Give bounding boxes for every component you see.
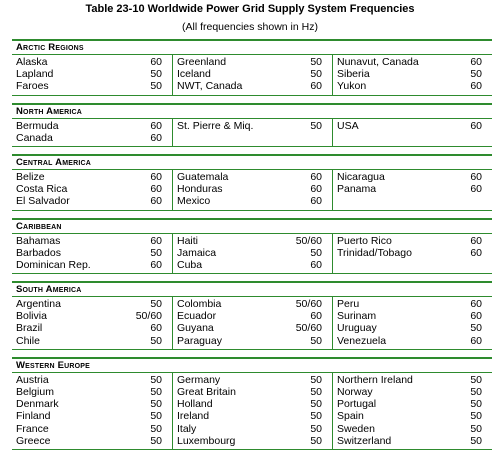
country-name: Holland	[177, 398, 213, 411]
table-row	[16, 132, 170, 144]
frequency-value: 50	[310, 334, 322, 347]
frequency-value: 50	[310, 434, 322, 447]
table-row	[16, 235, 170, 247]
country-name: USA	[337, 119, 359, 132]
country-name: Alaska	[16, 56, 48, 68]
table-row	[16, 183, 170, 195]
country-name: Puerto Rico	[337, 234, 392, 247]
table-row	[177, 423, 330, 435]
table-row	[16, 435, 170, 447]
country-name: Colombia	[177, 298, 222, 311]
region-column	[172, 119, 332, 146]
frequency-value: 60	[470, 56, 482, 68]
country-name: Canada	[16, 131, 53, 144]
country-name: Faroes	[16, 80, 49, 93]
table-row	[16, 195, 170, 207]
frequency-value: 50/60	[295, 322, 322, 335]
region-gap	[12, 274, 492, 281]
table-row	[177, 259, 330, 271]
country-name: Nunavut, Canada	[337, 56, 419, 68]
country-name: Argentina	[16, 298, 61, 311]
table-row	[16, 259, 170, 271]
region-header: Western Europe	[12, 359, 492, 373]
frequency-value: 60	[310, 170, 322, 183]
frequency-value: 50	[470, 322, 482, 335]
country-name: Ireland	[177, 410, 210, 423]
region-column	[12, 55, 172, 95]
table-row	[337, 322, 490, 334]
region-column	[172, 170, 332, 210]
country-name: Ecuador	[177, 310, 217, 323]
frequency-value: 50	[150, 68, 162, 81]
country-name: Austria	[16, 373, 49, 386]
table-row	[337, 183, 490, 195]
region-section	[12, 218, 492, 275]
frequency-value: 50	[310, 119, 322, 132]
table-row	[16, 310, 170, 322]
country-name: Paraguay	[177, 334, 222, 347]
table-row	[337, 247, 490, 259]
region-column	[12, 373, 172, 449]
frequency-value: 60	[470, 334, 482, 347]
country-name: Honduras	[177, 183, 223, 196]
region-gap	[12, 211, 492, 218]
region-section	[12, 281, 492, 350]
frequency-value: 50	[150, 373, 162, 386]
country-name: Trinidad/Tobago	[337, 246, 412, 259]
frequency-value: 60	[470, 310, 482, 323]
table-row	[177, 235, 330, 247]
country-name: Northern Ireland	[337, 373, 413, 386]
table-row	[16, 322, 170, 334]
frequency-value: 50/60	[135, 310, 162, 323]
table-row	[16, 410, 170, 422]
table-row	[337, 386, 490, 398]
country-name: Greece	[16, 434, 51, 447]
table-row	[177, 171, 330, 183]
frequency-value: 60	[150, 131, 162, 144]
frequency-value: 50	[310, 386, 322, 398]
frequency-value: 50	[150, 386, 162, 398]
table-row	[177, 247, 330, 259]
table-row	[177, 398, 330, 410]
country-name: Luxembourg	[177, 434, 236, 447]
frequency-value: 60	[150, 322, 162, 335]
country-name: Sweden	[337, 422, 375, 435]
country-name: Costa Rica	[16, 183, 68, 196]
table-row	[16, 171, 170, 183]
country-name: Mexico	[177, 195, 211, 208]
frequency-value: 60	[150, 234, 162, 247]
region-body	[12, 297, 492, 349]
country-name: El Salvador	[16, 195, 70, 208]
table-row	[177, 183, 330, 195]
country-name: Finland	[16, 410, 51, 423]
country-name: Surinam	[337, 310, 377, 323]
region-column	[12, 119, 172, 146]
table-row	[16, 335, 170, 347]
table-row	[337, 171, 490, 183]
table-row	[16, 56, 170, 68]
table-row	[16, 298, 170, 310]
region-column	[172, 234, 332, 274]
frequency-value: 50	[310, 373, 322, 386]
frequency-value: 50	[150, 410, 162, 423]
region-column	[172, 373, 332, 449]
frequency-value: 60	[470, 234, 482, 247]
country-name: Uruguay	[337, 322, 377, 335]
frequency-value: 50	[310, 68, 322, 81]
table-row	[16, 386, 170, 398]
country-name: Cuba	[177, 258, 203, 271]
table-row	[177, 435, 330, 447]
country-name: Belize	[16, 170, 45, 183]
table-row	[177, 310, 330, 322]
table-row	[337, 410, 490, 422]
table-row	[16, 120, 170, 132]
frequency-value: 60	[470, 298, 482, 311]
table-row	[177, 68, 330, 80]
country-name: Italy	[177, 422, 197, 435]
country-name: Panama	[337, 183, 377, 196]
table-row	[337, 298, 490, 310]
table-row	[177, 386, 330, 398]
frequency-value: 50	[150, 298, 162, 311]
country-name: Yukon	[337, 80, 367, 93]
region-body	[12, 234, 492, 274]
frequency-value: 50	[470, 68, 482, 81]
country-name: Greenland	[177, 56, 227, 68]
region-section	[12, 357, 492, 450]
frequency-value: 50	[150, 422, 162, 435]
country-name: Bolivia	[16, 310, 47, 323]
country-name: Bahamas	[16, 234, 61, 247]
table-row	[16, 80, 170, 92]
table-row	[16, 68, 170, 80]
table-row	[177, 195, 330, 207]
table-row	[337, 310, 490, 322]
region-section	[12, 39, 492, 96]
frequency-value: 50/60	[295, 234, 322, 247]
frequency-value: 50	[470, 422, 482, 435]
table-row	[16, 247, 170, 259]
frequency-table	[12, 39, 492, 450]
country-name: France	[16, 422, 49, 435]
frequency-value: 60	[150, 119, 162, 132]
country-name: Germany	[177, 373, 221, 386]
country-name: Spain	[337, 410, 364, 423]
frequency-value: 60	[310, 258, 322, 271]
table-row	[337, 235, 490, 247]
frequency-value: 50	[470, 373, 482, 386]
region-header: South America	[12, 283, 492, 297]
table-row	[337, 80, 490, 92]
region-section	[12, 103, 492, 147]
country-name: Peru	[337, 298, 360, 311]
country-name: Bermuda	[16, 119, 59, 132]
region-column	[332, 170, 492, 210]
table-row	[337, 56, 490, 68]
table-row	[177, 120, 330, 132]
country-name: Great Britain	[177, 386, 236, 398]
region-column	[332, 55, 492, 95]
frequency-value: 60	[150, 258, 162, 271]
region-header: North America	[12, 105, 492, 119]
frequency-value: 50	[470, 410, 482, 423]
country-name: Switzerland	[337, 434, 392, 447]
country-name: Chile	[16, 334, 40, 347]
region-column	[12, 170, 172, 210]
country-name: Barbados	[16, 246, 61, 259]
region-column	[12, 297, 172, 349]
table-row	[337, 398, 490, 410]
region-gap	[12, 147, 492, 154]
frequency-value: 50	[310, 422, 322, 435]
region-column	[332, 234, 492, 274]
region-body	[12, 55, 492, 95]
frequency-value: 50	[150, 398, 162, 411]
table-row	[337, 335, 490, 347]
frequency-value: 60	[470, 170, 482, 183]
region-column	[172, 55, 332, 95]
frequency-value: 50	[150, 246, 162, 259]
table-row	[177, 56, 330, 68]
country-name: NWT, Canada	[177, 80, 243, 93]
frequency-value: 50	[150, 80, 162, 93]
frequency-value: 60	[470, 119, 482, 132]
frequency-value: 60	[150, 56, 162, 68]
table-row	[177, 335, 330, 347]
frequency-value: 60	[470, 183, 482, 196]
region-body	[12, 373, 492, 449]
country-name: Siberia	[337, 68, 370, 81]
frequency-value: 50	[150, 334, 162, 347]
frequency-value: 60	[470, 246, 482, 259]
table-row	[177, 298, 330, 310]
table-row	[16, 423, 170, 435]
region-gap	[12, 96, 492, 103]
table-row	[177, 374, 330, 386]
frequency-value: 60	[470, 80, 482, 93]
frequency-value: 50	[310, 410, 322, 423]
country-name: Portugal	[337, 398, 377, 411]
table-row	[337, 68, 490, 80]
frequency-value: 50	[310, 246, 322, 259]
region-column	[12, 234, 172, 274]
country-name: Denmark	[16, 398, 59, 411]
region-column	[332, 297, 492, 349]
region-column	[332, 119, 492, 146]
table-row	[337, 435, 490, 447]
frequency-value: 60	[150, 170, 162, 183]
table-title: Table 23-10 Worldwide Power Grid Supply System Frequencies	[85, 3, 415, 15]
table-row	[337, 423, 490, 435]
frequency-value: 60	[310, 310, 322, 323]
country-name: St. Pierre & Miq.	[177, 119, 254, 132]
region-header: Caribbean	[12, 220, 492, 234]
frequency-value: 50/60	[295, 298, 322, 311]
country-name: Haiti	[177, 234, 199, 247]
frequency-value: 50	[470, 386, 482, 398]
region-section	[12, 154, 492, 211]
region-body	[12, 119, 492, 146]
frequency-value: 60	[150, 195, 162, 208]
frequency-value: 50	[470, 434, 482, 447]
region-header: Central America	[12, 156, 492, 170]
country-name: Guatemala	[177, 170, 229, 183]
frequency-value: 60	[310, 80, 322, 93]
country-name: Jamaica	[177, 246, 217, 259]
region-column	[172, 297, 332, 349]
frequency-value: 50	[150, 434, 162, 447]
table-row	[16, 374, 170, 386]
table-row	[177, 410, 330, 422]
frequency-value: 50	[470, 398, 482, 411]
region-header: Arctic Regions	[12, 41, 492, 55]
country-name: Lapland	[16, 68, 54, 81]
region-body	[12, 170, 492, 210]
country-name: Belgium	[16, 386, 54, 398]
table-row	[177, 80, 330, 92]
country-name: Guyana	[177, 322, 214, 335]
country-name: Nicaragua	[337, 170, 385, 183]
frequency-value: 60	[310, 183, 322, 196]
table-row	[337, 374, 490, 386]
country-name: Norway	[337, 386, 373, 398]
table-row	[16, 398, 170, 410]
table-row	[177, 322, 330, 334]
country-name: Venezuela	[337, 334, 387, 347]
frequency-value: 60	[150, 183, 162, 196]
region-column	[332, 373, 492, 449]
frequency-value: 50	[310, 56, 322, 68]
country-name: Iceland	[177, 68, 211, 81]
country-name: Dominican Rep.	[16, 258, 91, 271]
table-row	[337, 120, 490, 132]
region-gap	[12, 350, 492, 357]
frequency-value: 60	[310, 195, 322, 208]
table-subtitle: (All frequencies shown in Hz)	[182, 21, 318, 33]
country-name: Brazil	[16, 322, 43, 335]
frequency-value: 50	[310, 398, 322, 411]
